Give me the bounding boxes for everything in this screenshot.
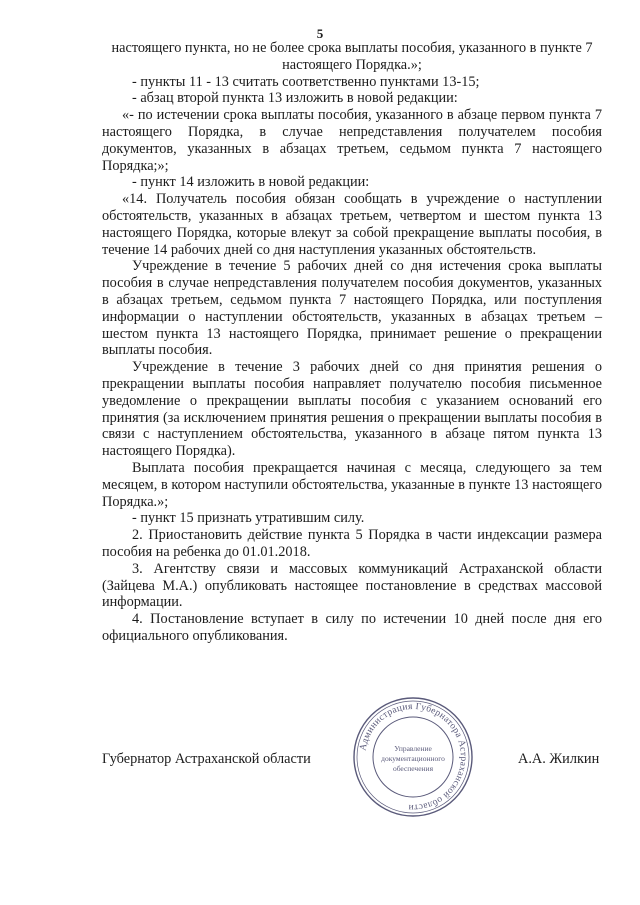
paragraph: - пункты 11 - 13 считать соответственно пунктами 13-15; <box>132 73 480 90</box>
paragraph: - абзац второй пункта 13 изложить в новой редакции: <box>132 90 458 107</box>
page-number: 5 <box>316 26 324 41</box>
paragraph: 4. Постановление вступает в силу по истечении 10 дней после дня его официального опубликования. <box>102 611 602 644</box>
paragraph: Учреждение в течение 5 рабочих дней со дня истечения срока выплаты пособия в случае непредставления получателем пособия документов, указанных в абзацах третьем, седьмом пункта 7 настоящего Порядка, или поступления информации о наступлении обстоятельств, указанных в абзацах третьем – шестом пункта 13 настоящего Порядка, принимает решение о прекращении выплаты пособия. <box>102 258 602 359</box>
official-seal-stamp <box>352 696 474 818</box>
paragraph: 2. Приостановить действие пункта 5 Порядка в части индексации размера пособия на ребенка до 01.01.2018. <box>102 527 602 560</box>
paragraph: настоящего пункта, но не более срока выплаты пособия, указанного в пункте 7 настоящего Порядка.»; <box>111 40 593 73</box>
paragraph: - пункт 14 изложить в новой редакции: <box>132 174 370 191</box>
paragraph: Учреждение в течение 3 рабочих дней со дня принятия решения о прекращении выплаты пособия направляет получателю пособия письменное уведомление о прекращении выплаты пособия с указанием оснований его принятия (за исключением принятия решения о прекращении выплаты пособия в связи с наступлением обстоятельства, указанного в абзаце пятом пункта 13 настоящего Порядка). <box>102 359 602 460</box>
signatory-name: А.А. Жилкин <box>518 751 600 767</box>
signatory-position: Губернатор Астраханской области <box>102 751 311 767</box>
document-body <box>102 40 602 645</box>
signature-block <box>0 751 640 771</box>
stamp-ring-text: Администрация Губернатора Астраханской области <box>358 701 469 813</box>
stamp-center-line-3: обеспечения <box>392 764 434 773</box>
paragraph: 3. Агентству связи и массовых коммуникаций Астраханской области (Зайцева М.А.) опубликовать настоящее постановление в средствах массовой информации. <box>102 560 602 611</box>
paragraph: «- по истечении срока выплаты пособия, указанного в абзаце первом пункта 7 настоящего Порядка, в случае непредставления получателем пособия документов, указанных в абзацах третьем, седьмом пункта 7 настоящего Порядка;»; <box>102 107 602 174</box>
paragraph: - пункт 15 признать утратившим силу. <box>132 510 365 527</box>
paragraph: «14. Получатель пособия обязан сообщать в учреждение о наступлении обстоятельств, указанных в абзацах третьем, четвертом и шестом пункта 13 настоящего Порядка, которые влекут за собой прекращение выплаты пособия, в течение 14 рабочих дней со дня наступления указанных обстоятельств. <box>102 191 602 258</box>
stamp-center-line-2: документационного <box>381 754 445 763</box>
stamp-center-line-1: Управление <box>394 744 432 753</box>
paragraph: Выплата пособия прекращается начиная с месяца, следующего за тем месяцем, в котором наступили обстоятельства, указанные в пункте 13 настоящего Порядка.»; <box>102 459 602 510</box>
